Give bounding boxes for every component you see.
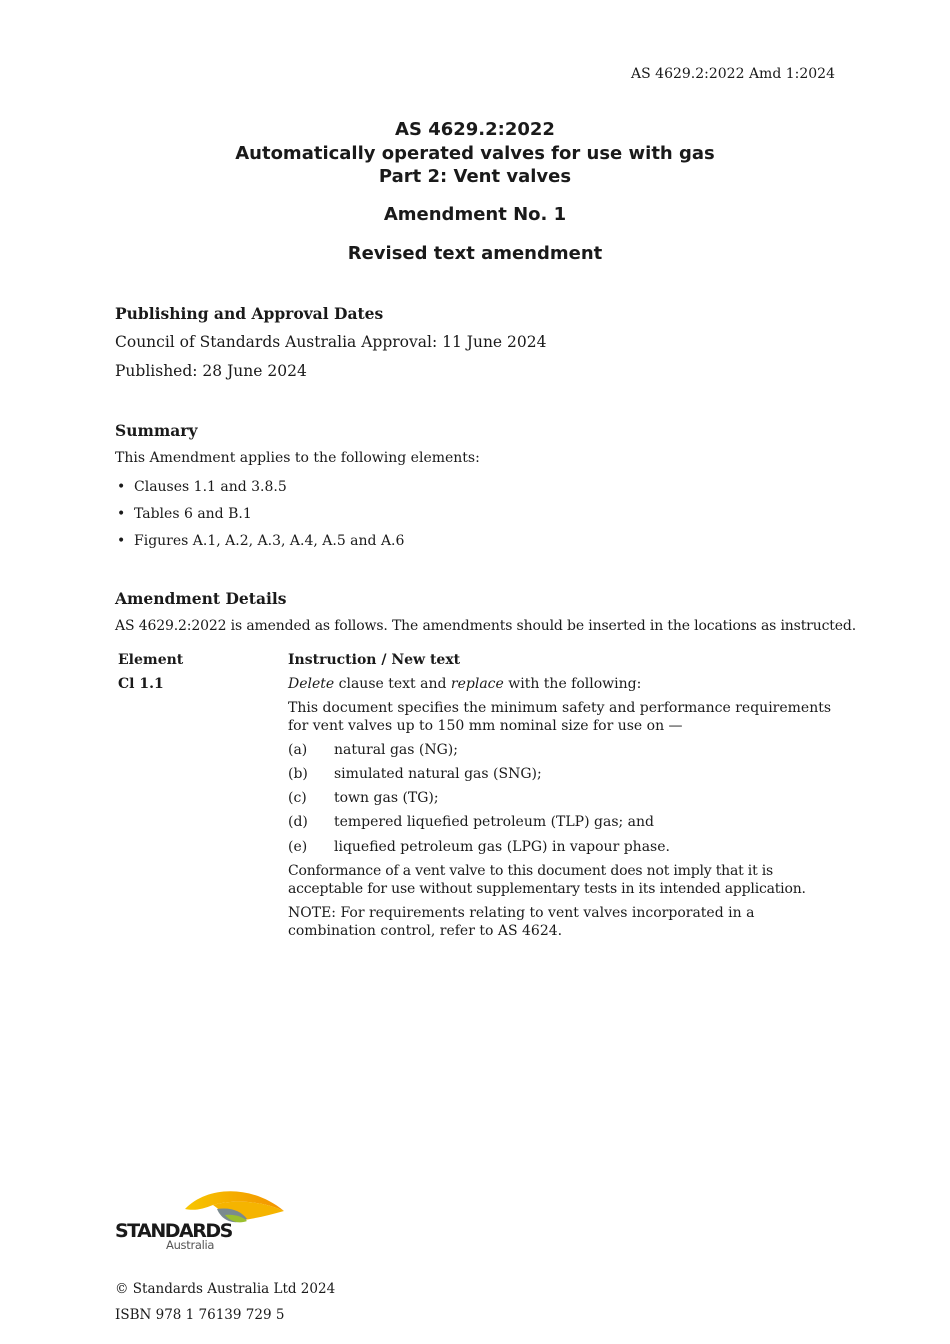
list-label: (a): [288, 742, 308, 758]
amendment-number: Amendment No. 1: [383, 204, 567, 225]
list-label: (e): [288, 839, 308, 855]
instruction-text-end: with the following:: [503, 676, 642, 692]
column-header-element: Element: [118, 652, 184, 668]
list-text: liquefied petroleum gas (LPG) in vapour phase.: [334, 839, 670, 855]
row-element-label: Cl 1.1: [118, 676, 164, 692]
approval-date: Council of Standards Australia Approval: 11 June 2024: [115, 333, 547, 351]
list-label: (c): [288, 790, 307, 806]
list-text: natural gas (NG);: [334, 742, 458, 758]
title-block: [0, 118, 950, 189]
column-header-instruction: Instruction / New text: [288, 652, 461, 668]
isbn: ISBN 978 1 76139 729 5: [115, 1307, 285, 1323]
details-heading: Amendment Details: [115, 589, 287, 608]
title-main: Automatically operated valves for use with gas: [235, 142, 715, 164]
list-text: simulated natural gas (SNG);: [334, 766, 542, 782]
instruction-text: clause text and: [334, 676, 451, 692]
list-item: • Figures A.1, A.2, A.3, A.4, A.5 and A.6: [115, 531, 404, 558]
list-text: tempered liquefied petroleum (TLP) gas; and: [334, 814, 654, 830]
list-label: (d): [288, 814, 308, 830]
delete-word: Delete: [288, 676, 335, 692]
logo-wordmark: STANDARDS: [115, 1220, 232, 1242]
list-item: • Tables 6 and B.1: [115, 504, 404, 531]
amendment-type: Revised text amendment: [347, 243, 603, 264]
published-date: Published: 28 June 2024: [115, 362, 307, 380]
instruction-line: [288, 676, 838, 692]
list-item: • Clauses 1.1 and 3.8.5: [115, 477, 404, 504]
title-standard-number: AS 4629.2:2022: [395, 119, 555, 140]
list-label: (b): [288, 766, 308, 782]
list-text: town gas (TG);: [334, 790, 439, 806]
scope-paragraph: This document specifies the minimum safety and performance requirements for vent valves up to 150 mm nominal size for use on —: [288, 700, 832, 734]
document-reference: AS 4629.2:2022 Amd 1:2024: [631, 66, 835, 82]
standards-australia-logo: [113, 1187, 288, 1253]
publishing-heading: Publishing and Approval Dates: [115, 304, 384, 323]
copyright: © Standards Australia Ltd 2024: [115, 1281, 336, 1297]
summary-intro: This Amendment applies to the following elements:: [115, 450, 480, 466]
conformance-paragraph: Conformance of a vent valve to this document does not imply that it is acceptable for use without supplementary tests in its intended application.: [288, 863, 806, 897]
note-paragraph: NOTE: For requirements relating to vent valves incorporated in a combination control, refer to AS 4624.: [288, 905, 755, 939]
details-intro: AS 4629.2:2022 is amended as follows. The amendments should be inserted in the locations as instructed.: [115, 618, 857, 634]
logo-subtitle: Australia: [166, 1238, 215, 1252]
title-part: Part 2: Vent valves: [378, 166, 572, 187]
summary-list: [115, 477, 404, 558]
summary-heading: Summary: [115, 421, 198, 440]
replace-word: replace: [450, 676, 504, 692]
